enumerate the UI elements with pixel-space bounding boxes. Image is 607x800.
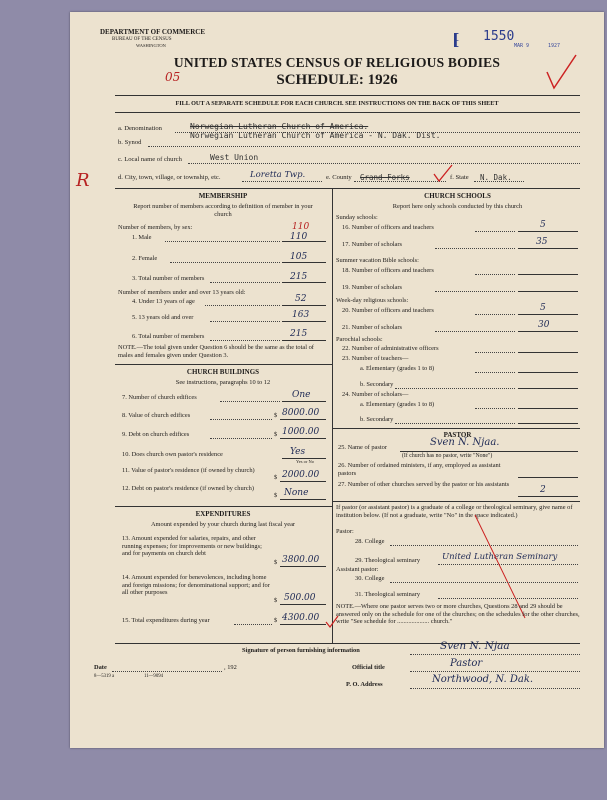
q11-dollar-sign: $ [274,474,278,481]
state-label: f. State [450,174,469,181]
expenditures-heading: EXPENDITURES [195,510,251,518]
membership-subtitle: Report number of members according to definition of member in your church [133,203,313,218]
q24b-label: b. Secondary [360,416,394,423]
church-schools-subtitle: Report here only schools conducted by this church [392,203,523,210]
q23b-label: b. Secondary [360,381,394,388]
summer-schools-label: Summer vacation Bible schools: [336,257,419,264]
stamp-date: MAR 9 [514,43,530,49]
denomination-struck-value: Norwegian Lutheran Church of America. [190,122,369,131]
q24-label: 24. Number of scholars— [342,391,409,398]
q13-running-expenses-label: 13. Amount expended for salaries, repairs, and other running expenses; for improvements or new buildings; and for payments on church debt [122,535,262,558]
q17-value: 35 [536,237,548,247]
q6-total-label: 6. Total number of members [132,333,205,340]
q25-pastor-name-label: 25. Name of pastor [338,444,387,451]
church-buildings-subtitle: See instructions, paragraphs 10 to 12 [175,379,271,386]
date-label: Date [94,664,107,671]
q5-over13-label: 5. 13 years old and over [132,314,194,321]
county-label: e. County [326,174,352,181]
q4-under13-value: 52 [295,294,307,304]
q25-pastor-hint: (If church has no pastor, write "None") [402,453,493,459]
church-schools-heading: CHURCH SCHOOLS [424,192,491,200]
q21-label: 21. Number of scholars [342,324,402,331]
q20-label: 20. Number of officers and teachers [342,307,434,314]
q2-female-value: 105 [290,252,308,262]
q2-female-label: 2. Female [132,255,158,262]
q12-dollar-sign: $ [274,492,278,499]
local-name-value: West Union [210,153,259,162]
members-by-sex-label: Number of members, by sex: [118,224,193,231]
membership-note: NOTE.—The total given under Question 6 should be the same as the total of males and females given under Question 3. [118,344,314,359]
q30-college-label: 30. College [355,575,385,582]
expenditures-subtitle: Amount expended by your church during last fiscal year [150,521,296,528]
state-value: N. Dak. [480,173,512,182]
q16-value: 5 [540,220,546,230]
q29-seminary-value: United Lutheran Seminary [442,552,558,562]
bureau-name: BUREAU OF THE CENSUS [112,37,172,42]
form-number: 8—5319 a [94,674,115,679]
official-title-value: Pastor [450,658,483,669]
q22-label: 22. Number of administrative officers [342,345,439,352]
q8-dollar-sign: $ [274,412,278,419]
q13-dollar-sign: $ [274,559,278,566]
q14-benevolences-value: 500.00 [284,593,316,603]
membership-heading: MEMBERSHIP [198,192,248,200]
print-number: 11—9094 [144,674,164,679]
q16-label: 16. Number of officers and teachers [342,224,434,231]
q31-seminary-label: 31. Theological seminary [355,591,421,598]
pastor-note: NOTE.—Where one pastor serves two or more churches, Questions 28 and 29 should be answered only on the schedule for one of the churches; on the schedules for the other churches, write "See schedule for .................... church." [336,603,580,626]
q3-total-label: 3. Total number of members [132,275,205,282]
q14-dollar-sign: $ [274,597,278,604]
red-annotation-05: 05 [165,70,181,84]
county-value: Grand Forks [360,173,410,182]
q1-male-value: 110 [290,232,308,242]
q23a-label: a. Elementary (grades 1 to 8) [360,365,435,372]
denomination-value: Norwegian Lutheran Church of America - N. Dak. Dist. [190,131,441,140]
q28-college-label: 28. College [355,538,385,545]
q11-value-residence-value: 2000.00 [282,470,320,480]
local-name-label: c. Local name of church [118,156,182,163]
q11-value-residence-label: 11. Value of pastor's residence (if owned by church) [122,467,255,474]
form-title: UNITED STATES CENSUS OF RELIGIOUS BODIES [173,55,501,70]
stamp-year: 1927 [548,43,561,49]
date-year: , 192 [224,664,237,671]
official-title-label: Official title [352,664,385,671]
q27-other-churches-label: 27. Number of other churches served by the pastor or his assistants [338,481,510,488]
q4-under13-label: 4. Under 13 years of age [132,298,195,305]
stamp-number: 1550 [483,29,515,44]
q13-running-expenses-value: 3800.00 [282,555,320,565]
red-annotation-r: R [76,170,90,191]
parochial-schools-label: Parochial schools: [336,336,383,343]
schedule-title: SCHEDULE: 1926 [276,72,398,88]
q23-label: 23. Number of teachers— [342,355,409,362]
city-name: WASHINGTON [136,43,166,48]
q9-debt-edifices-label: 9. Debt on church edifices [122,431,190,438]
pastor-heading: PASTOR [443,431,472,439]
q8-value-edifices-label: 8. Value of church edifices [122,412,191,419]
q12-debt-residence-label: 12. Debt on pastor's residence (if owned by church) [122,485,254,492]
q15-total-expenditures-label: 15. Total expenditures during year [122,617,210,624]
sunday-schools-label: Sunday schools: [336,214,378,221]
signature-label: Signature of person furnishing information [242,647,360,654]
q7-edifices-label: 7. Number of church edifices [122,394,197,401]
city-label: d. City, town, village, or township, etc. [118,174,221,181]
q24a-label: a. Elementary (grades 1 to 8) [360,401,435,408]
q10-yes-no-hint: Yes or No [296,459,315,464]
q14-benevolences-label: 14. Amount expended for benevolences, including home and foreign missions; for denominational support; and for all other purposes [122,574,270,597]
department-name: DEPARTMENT OF COMMERCE [100,28,206,36]
q6-total-value: 215 [290,329,308,339]
city-value: Loretta Twp. [250,170,306,180]
q18-label: 18. Number of officers and teachers [342,267,434,274]
census-schedule-page [70,12,604,748]
q3-total-value: 215 [290,272,308,282]
q9-debt-edifices-value: 1000.00 [282,427,320,437]
red-check-county-icon [432,162,454,184]
graduate-instruction: If pastor (or assistant pastor) is a graduate of a college or theological seminary, give name of institution below. (If not a graduate, write "No" in the space indicated.) [336,504,573,519]
q1-red-correction: 110 [292,222,310,232]
q26-assistant-label: 26. Number of ordained ministers, if any, employed as assistant pastors [338,462,501,477]
q17-label: 17. Number of scholars [342,241,402,248]
q7-edifices-value: One [292,390,311,400]
q20-value: 5 [540,303,546,313]
q15-total-expenditures-value: 4300.00 [282,613,320,623]
q8-value-edifices-value: 8000.00 [282,408,320,418]
church-buildings-heading: CHURCH BUILDINGS [186,368,260,376]
q12-debt-residence-value: None [284,488,309,498]
q10-pastor-residence-value: Yes [290,447,306,457]
synod-label: b. Synod [118,139,142,146]
q27-other-churches-value: 2 [540,485,546,495]
separate-schedule-instruction: FILL OUT A SEPARATE SCHEDULE FOR EACH CHURCH. SEE INSTRUCTIONS ON THE BACK OF THIS SHEET [175,100,499,107]
q1-male-label: 1. Male [132,234,152,241]
q25-pastor-name-value: Sven N. Njaa. [430,437,500,448]
signature-value: Sven N. Njaa [440,640,510,652]
q5-over13-value: 163 [292,310,310,320]
q10-pastor-residence-label: 10. Does church own pastor's residence [122,451,223,458]
po-address-value: Northwood, N. Dak. [432,674,534,685]
q21-value: 30 [538,320,550,330]
q29-seminary-label: 29. Theological seminary [355,557,421,564]
denomination-label: a. Denomination [118,125,162,132]
stamp-bracket: ⁅ [452,32,460,49]
pastor-education-label: Pastor: [336,528,354,535]
q9-dollar-sign: $ [274,431,278,438]
po-address-label: P. O. Address [346,681,383,688]
q15-dollar-sign: $ [274,617,278,624]
assistant-pastor-label: Assistant pastor: [336,566,379,573]
q19-label: 19. Number of scholars [342,284,402,291]
weekday-schools-label: Week-day religious schools: [336,297,409,304]
members-by-age-label: Number of members under and over 13 years old: [118,289,246,296]
